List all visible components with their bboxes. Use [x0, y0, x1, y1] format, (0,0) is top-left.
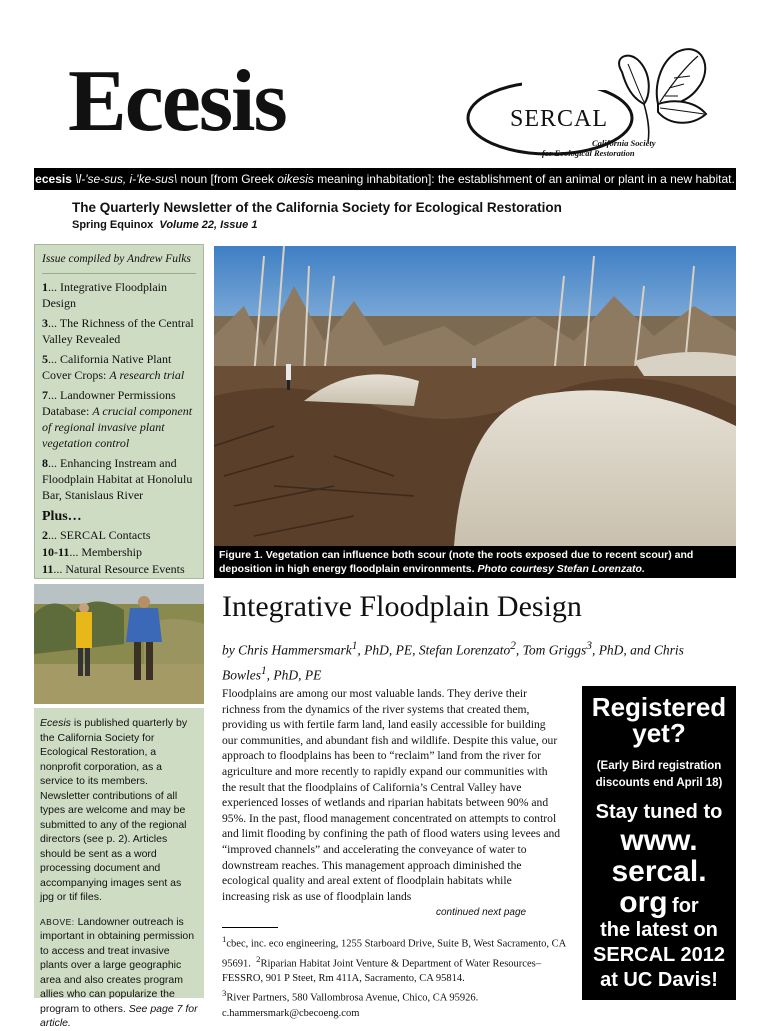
toc-plus-item[interactable]: [42, 561, 196, 577]
author-credentials: ,: [515, 642, 523, 658]
definition-pronunciation: \l-'se-sus, i-'ke-sus\: [75, 172, 178, 186]
promo-url[interactable]: www.: [620, 824, 698, 857]
toc-page-number: 1: [42, 280, 48, 294]
promo-url[interactable]: sercal.: [611, 855, 707, 888]
definition-text-2: meaning inhabitation]: the establishment of an animal or plant in a new habitat.: [313, 172, 735, 186]
volume: Volume 22, Issue 1: [159, 219, 258, 231]
article-body: Floodplains are among our most valuable lands. They derive their richness from the dynamics of the river systems that created them, providing us with fertile farm land, land easily accessible for building our communities, and abundant fish and wildlife. Despite this value, our approach to floodplains has been to “reclaim” land from the river for agriculture and more recently to rapidly expand our communities with the result that the floodplains of California’s Central Valley have experienced losses of wetlands and riparian habitats between 90% and 95%. In the past, flood management concentrated on attempts to control and limit flooding by confining the path of flood waters using levees and “improved channels” and accelerating the conveyance of water to downstream reaches. This management approach diminished the ecological quality and areal extent of floodplain habitats while increasing risk as use of floodplain lands: [222, 687, 561, 903]
footnote-sup: 3: [222, 988, 227, 998]
masthead-title: Ecesis: [68, 53, 286, 150]
promo-note-line: (Early Bird registration: [596, 760, 722, 772]
footnote: Riparian Habitat Joint Venture & Department of Water Resources–FESSRO, 901 P Steet, Rm 411A, Sacramento, CA 95814.: [222, 958, 541, 984]
promo-note: [582, 758, 736, 792]
figure-label: Figure 1.: [219, 549, 263, 561]
footnote: cbec, inc. eco engineering, 1255 Starboard Drive, Suite B, West Sacramento, CA 95691.: [222, 938, 566, 969]
photo-credit: Photo courtesy Stefan Lorenzato.: [477, 563, 645, 575]
footnote-sup: 2: [256, 953, 261, 964]
toc-page-number: 7: [42, 388, 48, 402]
above-text: Landowner outreach is important in obtaining permission to access and treat invasive plants over a large geographic area and also creates program allies who can popularize the program to others.: [40, 915, 195, 1015]
figure-caption: [214, 546, 736, 578]
promo-for: for: [672, 895, 699, 917]
logo-name: SERCAL: [510, 106, 609, 132]
definition-word: ecesis: [35, 172, 72, 186]
author-name: Stefan Lorenzato: [418, 642, 511, 658]
toc-page-number: 8: [42, 456, 48, 470]
byline-prefix: by: [222, 642, 239, 658]
toc-item-title: ... The Richness of the Central Valley Revealed: [42, 316, 194, 346]
promo-tail: SERCAL 2012: [593, 944, 725, 966]
publication-text: is published quarterly by the California Society for Ecological Restoration, a nonprofit corporation, as a service to its members. Newsletter contributions of all types are welcome and may be submitted to any of the regional directors (see p. 2). Articles should be sent as a word processing document and accompanying images sent as jpg or tif files.: [40, 717, 188, 903]
promo-url-row: [582, 887, 736, 918]
registration-promo: [582, 686, 736, 1000]
publication-info: [34, 708, 204, 1029]
promo-tail: the latest on: [600, 919, 718, 941]
definition-text-1: noun [from Greek: [177, 172, 278, 186]
continued-link[interactable]: continued next page: [436, 907, 527, 918]
author-credentials: , PhD, PE,: [357, 642, 419, 658]
toc-page-number: 2: [42, 528, 48, 542]
toc-item[interactable]: [42, 315, 196, 347]
see-page-link[interactable]: See page 7 for article.: [40, 1002, 198, 1029]
promo-note-line: discounts end April 18): [595, 777, 723, 789]
toc-item[interactable]: [42, 279, 196, 311]
byline: [222, 636, 722, 685]
logo-gap: [522, 80, 614, 90]
author-credentials: , PhD, and: [591, 642, 654, 658]
promo-url[interactable]: org: [619, 886, 668, 919]
toc-page-number: 10-11: [42, 545, 70, 559]
toc-item-title: ... Integrative Floodplain Design: [42, 280, 167, 310]
compiled-by: Issue compiled by Andrew Fulks: [42, 251, 196, 274]
toc-item-title: ... Membership: [69, 545, 142, 559]
author-sup: 1: [261, 664, 267, 677]
footnote-sup: 1: [222, 934, 227, 944]
promo-line: Registered: [591, 692, 727, 722]
toc-item-title: ... Enhancing Instream and Floodplain Habitat at Honolulu Bar, Stanislaus River: [42, 456, 193, 502]
author-name: Tom Griggs: [522, 642, 587, 658]
toc-item[interactable]: [42, 387, 196, 451]
landowner-outreach-photo: [34, 584, 204, 704]
leaf-lower-icon: [658, 101, 706, 123]
promo-tail: at UC Davis!: [600, 969, 718, 991]
toc-item-title: ... SERCAL Contacts: [48, 528, 151, 542]
toc-plus-item[interactable]: [42, 527, 196, 543]
toc-page-number: 11: [42, 562, 54, 576]
toc-plus-heading: Plus…: [42, 509, 82, 524]
author-name: Chris Hammersmark: [238, 642, 352, 658]
figure-caption-text: Vegetation can influence both scour (note the roots exposed due to recent scour) and deposition in high energy floodplain environments.: [219, 549, 694, 575]
issue-line: [72, 219, 257, 231]
toc-item-title: ... Landowner Permissions Database:: [42, 388, 176, 418]
footnotes: [222, 932, 567, 1021]
definition-bar: [34, 168, 736, 190]
sercal-logo: [462, 38, 712, 164]
floodplain-photo: [214, 246, 736, 546]
toc-item-subtitle: A crucial component of regional invasive plant vegetation control: [42, 404, 193, 450]
author-sup: 3: [586, 640, 592, 652]
toc-page-number: 3: [42, 316, 48, 330]
definition-greek: oikesis: [277, 172, 314, 186]
publication-note: [40, 716, 198, 905]
toc-item[interactable]: [42, 351, 196, 383]
season: Spring Equinox: [72, 219, 154, 231]
toc-item-title: ... California Native Plant Cover Crops:: [42, 352, 172, 382]
toc-page-number: 5: [42, 352, 48, 366]
above-label: ABOVE:: [40, 916, 75, 927]
toc-item[interactable]: [42, 455, 196, 503]
footnote: River Partners, 580 Vallombrosa Avenue, Chico, CA 95926.: [226, 992, 479, 1004]
logo-line2: for Ecological Restoration: [542, 148, 635, 158]
author-credentials: , PhD, PE: [266, 667, 322, 682]
table-of-contents: [34, 244, 204, 579]
logo-line1: California Society: [592, 138, 656, 148]
contact-email[interactable]: c.hammersmark@cbecoeng.com: [222, 1007, 360, 1019]
plant-stem: [644, 104, 649, 142]
newsletter-subtitle: The Quarterly Newsletter of the California Society for Ecological Restoration: [72, 200, 562, 215]
toc-plus-item[interactable]: [42, 544, 196, 560]
footnote-rule: [222, 927, 278, 928]
author-name: Chris Bowles: [222, 642, 684, 682]
toc-item-title: ... Natural Resource Events: [53, 562, 185, 576]
promo-stay: Stay tuned to: [595, 801, 723, 823]
article-title: Integrative Floodplain Design: [222, 590, 582, 623]
toc-item-subtitle: A research trial: [109, 368, 185, 382]
photo-note: [40, 915, 198, 1031]
author-sup: 2: [510, 640, 516, 652]
author-sup: 1: [351, 640, 358, 652]
promo-line: yet?: [632, 718, 686, 748]
publication-name: Ecesis: [40, 717, 71, 729]
